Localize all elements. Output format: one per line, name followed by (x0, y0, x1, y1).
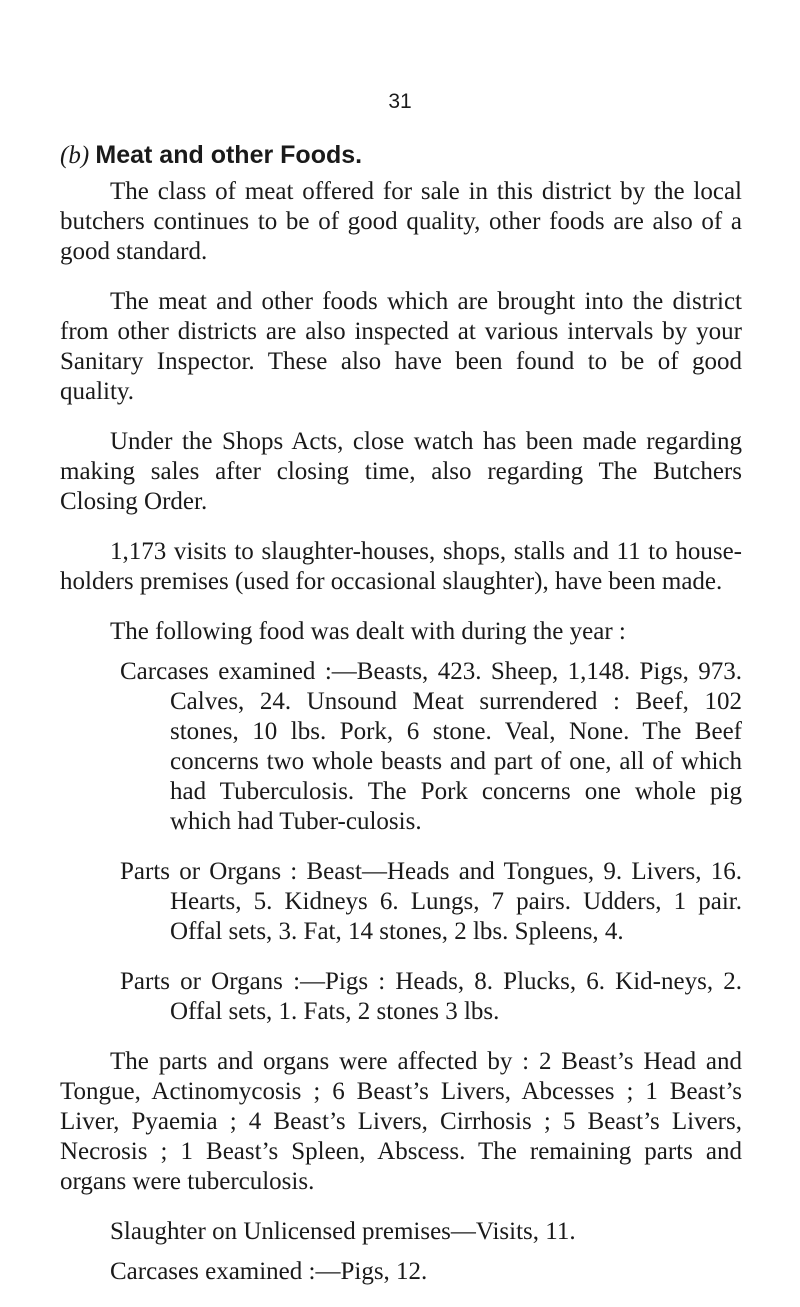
paragraph-inspections: The meat and other foods which are brought into the district from other districts are also inspected at various intervals by your Sanitary Inspector. These also have been found to be of good quality. (60, 288, 742, 405)
paragraph-beast-organs: Parts or Organs : Beast—Heads and Tongues, 9. Livers, 16. Hearts, 5. Kidneys 6. Lungs, 7 pairs. Udders, 1 pair. Offal sets, 3. Fat, 14 stones, 2 lbs. Spleens, 4. (120, 858, 742, 945)
section-title: Meat and other Foods. (95, 141, 363, 169)
paragraph-unlicensed: Slaughter on Unlicensed premises—Visits, 11. (110, 1218, 576, 1245)
paragraph-affections: The parts and organs were affected by : 2 Beast’s Head and Tongue, Actinomycosis ; 6 Beast’s Livers, Abcesses ; 1 Beast’s Liver, Pyaemia ; 4 Beast’s Livers, Cirrhosis ; 5 Beast’s Livers, Necrosis ; 1 Beast’s Spleen, Abscess. The remaining parts and organs were tuberculosis. (60, 1048, 742, 1195)
paragraph-pig-carcases: Carcases examined :—Pigs, 12. (110, 1258, 428, 1285)
section-label: (b) (60, 142, 90, 169)
paragraph-carcases: Carcases examined :—Beasts, 423. Sheep, 1,148. Pigs, 973. Calves, 24. Unsound Meat surrendered : Beef, 102 stones, 10 lbs. Pork, 6 stone. Veal, None. The Beef concerns two whole beasts and part of one, all of which had Tuberculosis. The Pork concerns one whole pig which had Tuber-culosis. (120, 658, 742, 835)
paragraph-pig-organs: Parts or Organs :—Pigs : Heads, 8. Plucks, 6. Kid-neys, 2. Offal sets, 1. Fats, 2 stones 3 lbs. (120, 968, 742, 1025)
section-heading (60, 140, 742, 171)
paragraph-visits: 1,173 visits to slaughter-houses, shops, stalls and 11 to house-holders premises (used for occasional slaughter), have been made. (60, 538, 742, 595)
paragraph-food-intro: The following food was dealt with during the year : (110, 618, 626, 645)
paragraph-shops-acts: Under the Shops Acts, close watch has been made regarding making sales after closing time, also regarding The Butchers Closing Order. (60, 428, 742, 515)
paragraph-meat-quality: The class of meat offered for sale in this district by the local butchers continues to be of good quality, other foods are also of a good standard. (60, 178, 742, 265)
page-number: 31 (388, 90, 412, 113)
page-content (60, 140, 742, 1307)
